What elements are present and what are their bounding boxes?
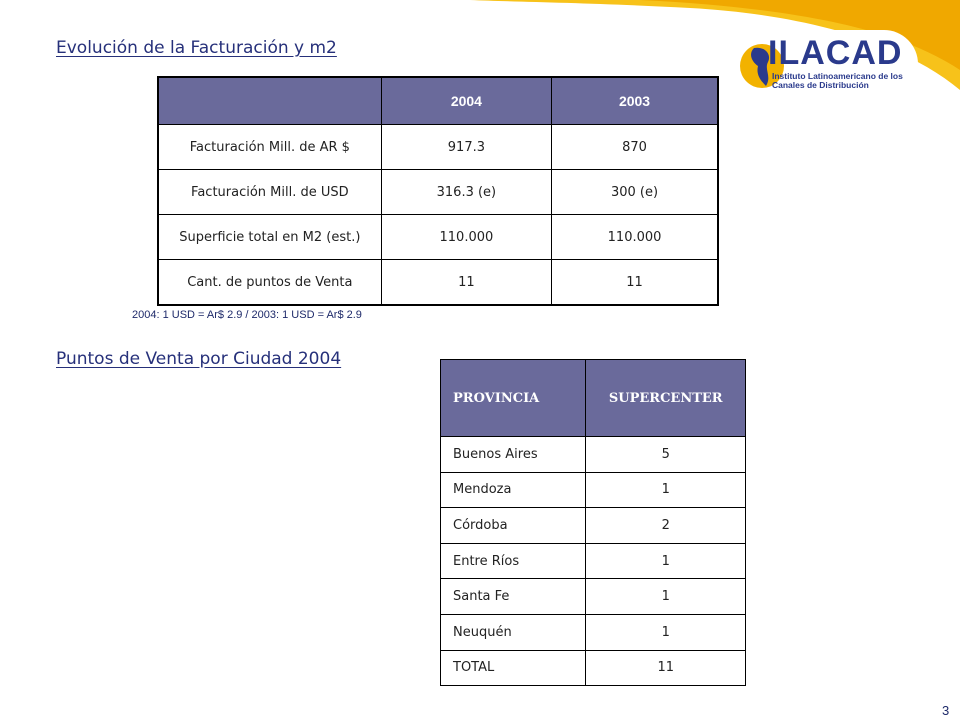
table-row bbox=[441, 437, 746, 473]
table-row bbox=[441, 543, 746, 579]
row-label: Facturación Mill. de AR $ bbox=[158, 125, 381, 170]
header-cell: 2003 bbox=[552, 77, 718, 125]
count-cell: 1 bbox=[586, 543, 746, 579]
provincia-cell: TOTAL bbox=[441, 650, 586, 686]
count-cell: 11 bbox=[586, 650, 746, 686]
section-title-facturacion: Evolución de la Facturación y m2 bbox=[56, 38, 337, 58]
logo-subtitle: Instituto Latinoamericano de los Canales de Distribución bbox=[772, 71, 903, 90]
facturacion-table bbox=[157, 76, 719, 306]
cell-value: 11 bbox=[552, 260, 718, 306]
count-cell: 1 bbox=[586, 579, 746, 615]
table-row bbox=[158, 215, 718, 260]
cell-value: 11 bbox=[381, 260, 551, 306]
cell-value: 316.3 (e) bbox=[381, 170, 551, 215]
exchange-rate-note: 2004: 1 USD = Ar$ 2.9 / 2003: 1 USD = Ar$ 2.9 bbox=[132, 309, 362, 321]
header-cell: SUPERCENTER bbox=[586, 360, 746, 437]
provincia-cell: Santa Fe bbox=[441, 579, 586, 615]
count-cell: 1 bbox=[586, 614, 746, 650]
row-label: Superficie total en M2 (est.) bbox=[158, 215, 381, 260]
cell-value: 110.000 bbox=[381, 215, 551, 260]
provincia-cell: Buenos Aires bbox=[441, 437, 586, 473]
logo-name: ILACAD bbox=[768, 34, 903, 72]
table-row-total bbox=[441, 650, 746, 686]
count-cell: 2 bbox=[586, 508, 746, 544]
cell-value: 300 (e) bbox=[552, 170, 718, 215]
header-cell: 2004 bbox=[381, 77, 551, 125]
cell-value: 870 bbox=[552, 125, 718, 170]
count-cell: 5 bbox=[586, 437, 746, 473]
provincia-cell: Mendoza bbox=[441, 472, 586, 508]
header-cell bbox=[158, 77, 381, 125]
table-row bbox=[158, 170, 718, 215]
row-label: Cant. de puntos de Venta bbox=[158, 260, 381, 306]
provincia-cell: Neuquén bbox=[441, 614, 586, 650]
provincia-cell: Córdoba bbox=[441, 508, 586, 544]
table-row bbox=[158, 125, 718, 170]
table-header-row bbox=[158, 77, 718, 125]
header-cell: PROVINCIA bbox=[441, 360, 586, 437]
section-title-puntos-venta: Puntos de Venta por Ciudad 2004 bbox=[56, 349, 342, 369]
table-header-row bbox=[441, 360, 746, 437]
page-number: 3 bbox=[942, 703, 950, 718]
table-row bbox=[441, 579, 746, 615]
table-row bbox=[441, 508, 746, 544]
provincia-cell: Entre Ríos bbox=[441, 543, 586, 579]
table-row bbox=[158, 260, 718, 306]
cell-value: 110.000 bbox=[552, 215, 718, 260]
puntos-venta-table bbox=[440, 359, 746, 686]
cell-value: 917.3 bbox=[381, 125, 551, 170]
table-row bbox=[441, 472, 746, 508]
row-label: Facturación Mill. de USD bbox=[158, 170, 381, 215]
table-row bbox=[441, 614, 746, 650]
count-cell: 1 bbox=[586, 472, 746, 508]
